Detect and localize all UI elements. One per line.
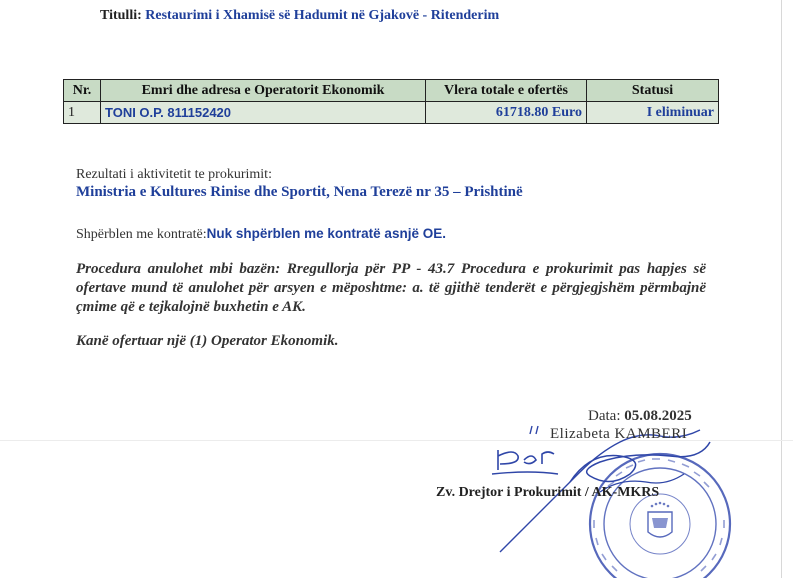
operators-table bbox=[63, 79, 719, 124]
result-label: Rezultati i aktivitetit te prokurimit: bbox=[76, 167, 272, 182]
procedure-cancellation-text: Procedura anulohet mbi bazën: Rregullorja për PP - 43.7 Procedura e prokurimit pas hapjes së ofertave mund të anulohet për arsyen e mëposhtme: a. të gjithë tenderët e përgjegjshëm përmbajnë çmime që e tejkalojnë buxhetin e AK. bbox=[76, 261, 706, 315]
page-edge-divider bbox=[781, 0, 782, 578]
table-header-row bbox=[64, 80, 719, 102]
cell-nr: 1 bbox=[64, 102, 101, 124]
award-line bbox=[76, 226, 446, 243]
contracting-authority: Ministria e Kultures Rinise dhe Sportit, Nena Terezë nr 35 – Prishtinë bbox=[76, 184, 523, 200]
date-value: 05.08.2025 bbox=[624, 408, 692, 424]
cell-status: I eliminuar bbox=[587, 102, 719, 124]
header-offer-value: Vlera totale e ofertës bbox=[426, 80, 587, 102]
award-label: Shpërblen me kontratë: bbox=[76, 227, 207, 242]
offers-count-text: Kanë ofertuar një (1) Operator Ekonomik. bbox=[76, 333, 339, 349]
award-value: Nuk shpërblen me kontratë asnjë OE. bbox=[206, 226, 446, 241]
date-line bbox=[588, 408, 692, 425]
document-title bbox=[100, 8, 499, 24]
header-nr: Nr. bbox=[64, 80, 101, 102]
title-value: Restaurimi i Xhamisë së Hadumit në Gjakovë - Ritenderim bbox=[145, 8, 500, 23]
header-operator-name: Emri dhe adresa e Operatorit Ekonomik bbox=[101, 80, 426, 102]
title-label: Titulli: bbox=[100, 8, 142, 23]
signer-name: Elizabeta KAMBERI bbox=[550, 426, 688, 442]
cell-operator-name: TONI O.P. 811152420 bbox=[101, 102, 426, 124]
header-status: Statusi bbox=[587, 80, 719, 102]
table-row bbox=[64, 102, 719, 124]
signer-role: Zv. Drejtor i Prokurimit / AK-MKRS bbox=[436, 485, 660, 500]
cell-offer-value: 61718.80 Euro bbox=[426, 102, 587, 124]
date-label: Data: bbox=[588, 408, 621, 424]
